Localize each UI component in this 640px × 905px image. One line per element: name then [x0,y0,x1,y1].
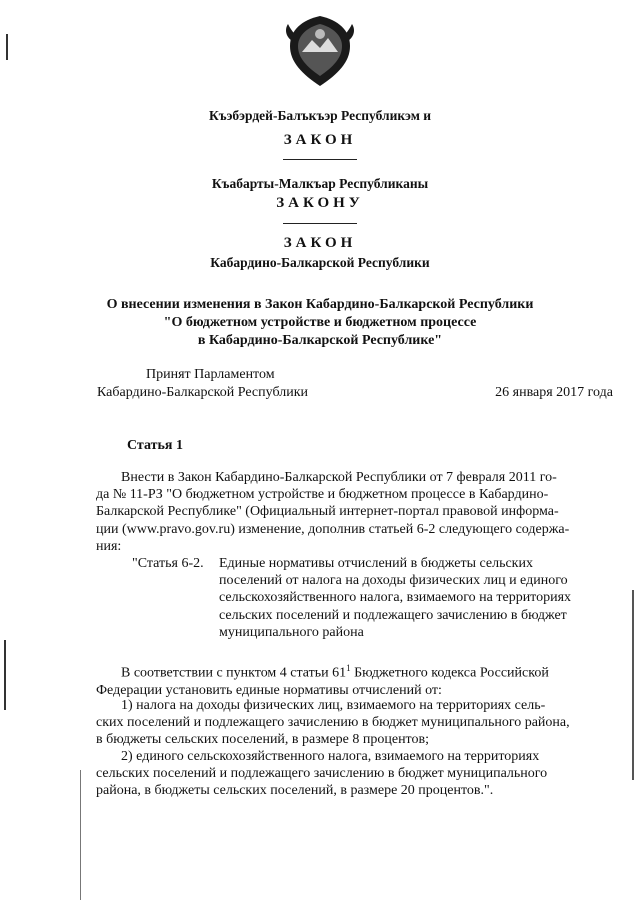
para2-text: В соответствии с пунктом 4 статьи 61 [121,665,347,681]
item1-line: ских поселений и подлежащего зачислению в бюджет муниципального района, [96,715,570,731]
quote-line: поселений от налога на доходы физических лиц и единого [219,573,568,589]
para2-line: Федерации установить единые нормативы отчислений от: [96,682,442,698]
intro-line: ции (www.pravo.gov.ru) изменение, дополнив статьей 6-2 следующего содержа- [96,521,570,537]
para2-text: Бюджетного кодекса Российской [350,665,549,681]
item1-line: 1) налога на доходы физических лиц, взимаемого на территориях сель- [121,698,546,713]
para2-line [96,660,616,682]
item2-line: 2) единого сельскохозяйственного налога, взимаемого на территориях [121,749,540,764]
coat-of-arms-emblem [280,12,360,92]
law-title-line-3: в Кабардино-Балкарской Республике" [197,333,443,348]
intro-line: Внести в Закон Кабардино-Балкарской Республики от 7 февраля 2011 го- [121,470,557,485]
item2-line: района, в бюджеты сельских поселений, в размере 20 процентов.". [96,783,494,799]
kbr-title: Къэбэрдей-Балъкъэр Республикэм и [208,108,432,123]
quote-line: Единые нормативы отчислений в бюджеты сельских [219,556,533,571]
ru-law-word: ЗАКОН [283,235,357,251]
divider [283,159,357,160]
intro-line: да № 11-РЗ "О бюджетном устройстве и бюджетном процессе в Кабардино- [96,487,549,503]
scan-margin-mark [4,640,6,710]
ru-title: Кабардино-Балкарской Республики [210,255,430,270]
intro-line: ния: [96,538,122,554]
scan-margin-mark [6,34,8,60]
divider [283,223,357,224]
scan-margin-mark [632,590,634,780]
intro-line: Балкарской Республике" (Официальный интернет-портал правовой информа- [96,504,559,520]
law-title-line-1: О внесении изменения в Закон Кабардино-Балкарской Республики [106,297,534,312]
article-item-1 [96,697,616,749]
item1-line: в бюджеты сельских поселений, в размере 8 процентов; [96,732,429,748]
quote-line: сельских поселений и подлежащего зачислению в бюджет [219,607,567,623]
law-title-line-2: "О бюджетном устройстве и бюджетном процессе [163,315,477,330]
scan-margin-mark [80,770,81,900]
quote-label: "Статья 6-2. [132,556,204,571]
adopted-line-1: Принят Парламентом [146,367,275,382]
para2-superscript: 1 [346,663,351,673]
article-item-2 [96,748,616,800]
kb-title: Къабарты-Малкъар Республиканы [211,176,429,191]
article-intro [96,469,616,555]
quote-line: сельскохозяйственного налога, взимаемого на территориях [219,590,572,606]
kb-law-word: ЗАКОНУ [276,195,364,211]
article-para-2 [96,660,616,699]
quote-body [219,555,614,641]
adopted-date: 26 января 2017 года [495,385,613,400]
article-heading: Статья 1 [127,438,183,453]
quote-line: муниципального района [219,624,364,640]
kbr-law-word: ЗАКОН [283,132,357,148]
item2-line: сельских поселений и подлежащего зачислению в бюджет муниципального [96,766,548,782]
adopted-line-2: Кабардино-Балкарской Республики [97,385,308,400]
